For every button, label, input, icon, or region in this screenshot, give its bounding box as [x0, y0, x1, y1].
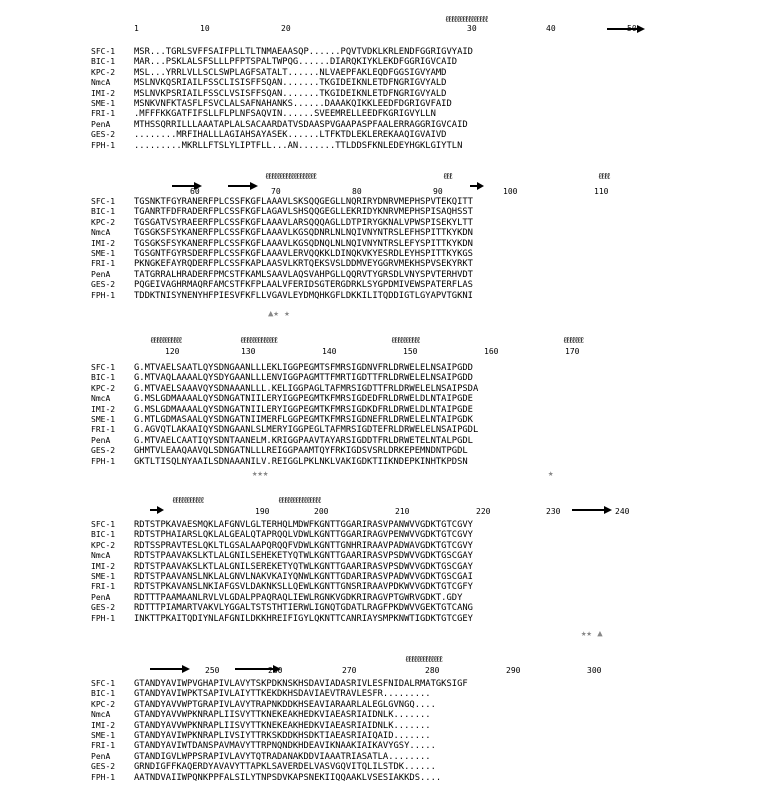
sequence-label: BIC-1 [91, 207, 116, 217]
sequence-residues: RDTSTPKAVAESMQKLAFGNVLGLTERHQLMDWFKGNTTGGARIRASVPANWVVGDKTGTCGVY [134, 520, 473, 530]
sequence-label: GES-2 [91, 130, 116, 140]
position-number: 200 [314, 507, 329, 516]
sequence-label: FRI-1 [91, 109, 116, 119]
sequence-label: KPC-2 [91, 699, 116, 709]
sequence-residues: TGSGNTFGYRSDERFPLCSSFKGFLAAAVLERVQQKKLDINQKVKYESRDLEYHSPITTKYKGS [134, 249, 473, 259]
sequence-residues: GTANDYAVIWPKNRAPLIVSIYTTRKSKDDKHSDKTIAEASRIAIQAID....... [134, 731, 431, 741]
alpha-helix: ℓℓℓℓℓℓℓℓℓℓℓ [150, 336, 181, 346]
sequence-residues: RDTTTPIAMARTVAKVLYGGALTSTSTHTIERWLIGNQTGDATLRAGFPKDWVVGEKTGTCANG [134, 603, 473, 614]
sequence-label: SME-1 [91, 249, 116, 258]
sequence-residues: MSR...TGRLSVFFSAIFPLLTLTNMAEAASQP......PQVTVDKLKRLENDFGGRIGVYAID [134, 47, 473, 57]
sequence-residues: G.MTLGDMASAALQYSDNGATNIIMERFLGGPEGMTKFMRSIGDNEFRLDRWELELNTAIPGDK [134, 415, 473, 425]
position-number: 240 [615, 507, 630, 516]
sequence-residues: RDTTTPAAMAANLRVLVLGDALPPAQRAQLIEWLRGNKVGDKRIRAGVPTGWRVGDKT.GDY [134, 592, 463, 603]
sequence-residues: TGSGKSFSYKANERFPLCSSFKGFLAAAVLKGSQDNQLNLNQIVNYNTRSLEFYSPITTKYKDN [134, 238, 473, 249]
sequence-label: KPC-2 [91, 67, 116, 77]
conserved-marks: ▲★ ★ [268, 309, 290, 319]
conserved-marks: ★★ ▲ [581, 629, 603, 639]
position-number: 1 [134, 24, 139, 33]
alpha-helix: ℓℓℓℓℓℓℓℓℓℓℓℓℓ [405, 655, 442, 665]
alpha-helix: ℓℓℓℓℓℓℓ [563, 336, 583, 346]
position-number: 50 [627, 24, 637, 33]
sequence-label: GES-2 [91, 762, 116, 772]
sequence-label: IMI-2 [91, 88, 116, 98]
beta-strand-arrow [572, 499, 612, 511]
alignment-block-4 [0, 497, 765, 637]
sequence-residues: GTANDYAVIWPKTSAPIVLAIYTTKEKDKHSDAVIAEVTRAVLESFR......... [134, 689, 431, 700]
sequence-label: IMI-2 [91, 238, 116, 248]
sequence-label: FRI-1 [91, 259, 116, 269]
alignment-block-3 [0, 337, 765, 477]
sequence-label: FRI-1 [91, 741, 116, 751]
sequence-residues: MSLNVKPSRIAILFSSCLVSISFFSQAN.......TKGIDEIKNLETDFNGRIGVYALD [134, 88, 447, 99]
sequence-residues: G.MTVAELCAATIQYSDNTAANELM.KRIGGPAAVTAYARSIGDDTFRLDRWETELNTALPGDL [134, 435, 473, 446]
beta-strand-arrow [228, 175, 258, 187]
sequence-label: IMI-2 [91, 561, 116, 571]
sequence-label: GES-2 [91, 280, 116, 290]
sequence-residues: G.MSLGDMAAAALQYSDNGATNIILERYIGGPEGMTKFMRSIGDKDFRLDRWELDLNTAIPGDE [134, 404, 473, 415]
beta-strand-arrow [470, 175, 484, 187]
sequence-label: FPH-1 [91, 772, 116, 782]
position-number: 270 [342, 666, 357, 675]
sequence-residues: PKNGKEFAYRQDERFPLCSSFKAPLAASVLKRTQEKSVSLDDMVEYGGRVMEKHSPVSEKYRKT [134, 259, 473, 270]
sequence-residues: G.MTVAELSAATLQYSDNGAANLLLEKLIGGPEGMTSFMRSIGDNVFRLDRWELELNSAIPGDD [134, 363, 473, 373]
alpha-helix: ℓℓℓℓℓℓℓℓℓℓℓℓℓℓℓ [278, 496, 321, 506]
position-number: 20 [281, 24, 291, 33]
sequence-residues: TGSGATVSYRAEERFPLCSSFKGFLAAAVLARSQQQAGLLDTPIRYGKNALVPWSPISEKYLTT [134, 217, 473, 228]
sequence-residues: GTANDYAVIWTDANSPAVMAVYTTRPNQNDKHDEAVIKNAAKIAIKAVYGSY..... [134, 741, 436, 752]
sequence-label: SFC-1 [91, 47, 116, 56]
alpha-helix: ℓℓℓℓℓℓℓℓℓℓℓℓℓℓℓℓℓℓ [265, 172, 316, 182]
sequence-label: FPH-1 [91, 140, 116, 150]
sequence-label: BIC-1 [91, 530, 116, 540]
sequence-label: KPC-2 [91, 540, 116, 550]
sequence-residues: TATGRRALHRADERFPMCSTFKAMLSAAVLAQSVAHPGLLQQRVTYGRSDLVNYSPVTERHVDT [134, 269, 473, 280]
sequence-residues: MTHSSQRRILLLAAATAPLALSACAARDATVSDAASPVGAAPASPFAALERRAGGRIGVCAID [134, 119, 468, 130]
sequence-residues: TDDKTNISYNENYHFPIESVFKFLLVGAVLEYDMQHKGFLDKKILITQDDIGTLGYAPVTGKNI [134, 290, 473, 301]
sequence-label: SFC-1 [91, 679, 116, 688]
position-number: 250 [205, 666, 220, 675]
sequence-residues: TGSGKSFSYKANERFPLCSSFKGFLAAAVLKGSQDNRLNLNQIVNYNTRSLEFHSPITTKYKDN [134, 228, 473, 239]
beta-strand-arrow [150, 658, 190, 670]
sequence-label: IMI-2 [91, 404, 116, 414]
sequence-residues: GRNDIGFFKAQERDYAVAVYTTAPKLSAVERDELVASVGQVITQLILSTDK...... [134, 762, 436, 773]
sequence-residues: RDTSSPRAVTESLQKLTLGSALAAPQRQQFVDWLKGNTTGNHRIRAAVPADWAVGDKTGTCGVY [134, 540, 473, 551]
sequence-residues: PQGEIVAGHRMAQRFAMCSTFKFPLAALVFERIDSGTERGDRKLSYGPDMIVEWSPATERFLAS [134, 280, 473, 291]
position-number: 230 [546, 507, 561, 516]
sequence-label: PenA [91, 751, 111, 761]
sequence-label: SME-1 [91, 731, 116, 740]
sequence-residues: RDTSTPAAVAKSLKTLALGNILSEREKETYQTWLKGNTTGAARIRASVPSDWVVGDKTGSCGAY [134, 561, 473, 572]
position-number: 160 [484, 347, 499, 356]
sequence-residues: .MFFFKKGATFIFSLLFLPLNFSAQVIN......SVEEMRELLEEDFKGRIGVYLLN [134, 109, 436, 120]
alignment-block-1 [0, 15, 765, 160]
sequence-label: SME-1 [91, 415, 116, 424]
position-number: 110 [594, 187, 609, 196]
sequence-label: GES-2 [91, 603, 116, 613]
sequence-label: SME-1 [91, 572, 116, 581]
sequence-residues: GTANDYAVVWPKNRAPLIISVYTTKNEKEAKHEDKVIAEASRIAIDNLK....... [134, 720, 431, 731]
position-number: 40 [546, 24, 556, 33]
position-number: 30 [467, 24, 477, 33]
alpha-helix: ℓℓℓ [443, 172, 452, 182]
sequence-residues: RDTSTPAAVAKSLKTLALGNILSEHEKETYQTWLKGNTTGAARIRASVPSDWVVGDKTGSCGAY [134, 551, 473, 562]
position-number: 120 [165, 347, 180, 356]
sequence-residues: MSNKVNFKTASFLFSVCLALSAFNAHANKS......DAAAKQIKKLEEDFDGRIGVFAID [134, 99, 452, 109]
position-number: 100 [503, 187, 518, 196]
sequence-residues: MSLNVKQSRIAILFSSCLISISFFSQAN.......TKGIDEIKNLETDFNGRIGVYALD [134, 78, 447, 89]
sequence-residues: G.MSLGDMAAAALQYSDNGATNIILERYIGGPEGMTKFMRSIGDEDFRLDRWELDLNTAIPGDE [134, 394, 473, 405]
sequence-label: BIC-1 [91, 57, 116, 67]
sequence-residues: GKTLTISQLNYAAILSDNAAANILV.REIGGLPKLNKLVAKIGDKTIIKNDEPKINHTKPDSN [134, 456, 468, 467]
position-number: 10 [200, 24, 210, 33]
sequence-residues: .........MKRLLFTSLYLIPTFLL...AN.......TTLDDSFKNLEDEYHGKLGIYTLN [134, 140, 463, 151]
sequence-label: SFC-1 [91, 520, 116, 529]
alpha-helix: ℓℓℓℓℓℓℓℓℓℓℓℓℓ [240, 336, 277, 346]
position-number: 140 [322, 347, 337, 356]
sequence-residues: RDTSTPAAVANSLNKLALGNVLNAKVKAIYQNWLKGNTTGDARIRASVPADWVVGDKTGSCGAI [134, 572, 473, 582]
sequence-label: PenA [91, 119, 111, 129]
sequence-label: FPH-1 [91, 613, 116, 623]
alpha-helix: ℓℓℓℓℓℓℓℓℓℓℓ [172, 496, 203, 506]
sequence-residues: RDTSTPHAIARSLQKLALGEALQTAPRQQLVDWLKGNTTGGARIRAGVPENWVVGDKTGTCGVY [134, 530, 473, 541]
sequence-label: KPC-2 [91, 217, 116, 227]
sequence-label: NmcA [91, 78, 111, 88]
sequence-label: PenA [91, 592, 111, 602]
conserved-marks: ★ [548, 469, 554, 479]
position-number: 300 [587, 666, 602, 675]
beta-strand-arrow [607, 18, 645, 30]
sequence-label: FPH-1 [91, 290, 116, 300]
sequence-label: GES-2 [91, 446, 116, 456]
sequence-residues: GHMTVLEAAQAAVQLSDNGATNLLLREIGGPAAMTQYFRKIGDSVSRLDRKEPEMNDNTPGDL [134, 446, 468, 457]
sequence-residues: MAR...PSKLALSFSLLLPFPTSPALTWPQG......DIARQKIYKLEKDFGGRIGVCAID [134, 57, 458, 68]
position-number: 170 [565, 347, 580, 356]
sequence-residues: GTANDYAVIWPVGHAPIVLAVYTSKPDKNSKHSDAVIADASRIVLESFNIDALRMATGKSIGF [134, 679, 468, 689]
sequence-label: SFC-1 [91, 363, 116, 372]
beta-strand-arrow [150, 499, 164, 511]
alpha-helix: ℓℓℓℓ [598, 172, 610, 182]
position-number: 130 [241, 347, 256, 356]
beta-strand-arrow [172, 175, 202, 187]
position-number: 150 [403, 347, 418, 356]
alignment-block-2 [0, 172, 765, 319]
sequence-residues: RDTSTPKAVANSLNKIAFGSVLDAKNKSLLQEWLKGNTTGNSRIRAAVPDKWVVGDKTGTCGFY [134, 582, 473, 593]
alpha-helix: ℓℓℓℓℓℓℓℓℓℓℓℓℓℓℓ [445, 15, 488, 25]
sequence-residues: GTANDYAVVWPKNRAPLIISVYTTKNEKEAKHEDKVIAEASRIAIDNLK....... [134, 710, 431, 721]
sequence-label: KPC-2 [91, 383, 116, 393]
sequence-residues: TGSNKTFGYRANERFPLCSSFKGFLAAAVLSKSQQGEGLLNQRIRYDNRVMEPHSPVTEKQITT [134, 197, 473, 207]
sequence-label: SME-1 [91, 99, 116, 108]
sequence-label: NmcA [91, 551, 111, 561]
sequence-label: FRI-1 [91, 425, 116, 435]
conserved-marks: ★★★ [252, 469, 269, 479]
position-number: 260 [268, 666, 283, 675]
sequence-label: NmcA [91, 228, 111, 238]
sequence-label: NmcA [91, 394, 111, 404]
sequence-residues: G.AGVQTLAKAAIQYSDNGAANLSLMERYIGGPEGLTAFMRSIGDTEFRLDRWELELNSAIPGDL [134, 425, 479, 436]
alignment-block-5 [0, 656, 765, 796]
position-number: 60 [190, 187, 200, 196]
sequence-residues: GTANDYAVVWPTGRAPIVLAVYTRAPNKDDKHSEAVIARAARLALEGLGVNGQ.... [134, 699, 436, 710]
sequence-residues: G.MTVAELSAAAVQYSDNAAANLLL.KELIGGPAGLTAFMRSIGDTTFRLDRWELELNSAIPSDA [134, 383, 479, 394]
sequence-label: PenA [91, 269, 111, 279]
sequence-residues: TGANRTFDFRADERFPLCSSFKGFLAGAVLSHSQQGEGLLEKRIDYKNRVMEPHSPISAQHSST [134, 207, 473, 218]
sequence-residues: MSL...YRRLVLLSCLSWPLAGFSATALT......NLVAEPFAKLEQDFGGSIGVYAMD [134, 67, 447, 78]
sequence-label: FRI-1 [91, 582, 116, 592]
sequence-label: BIC-1 [91, 373, 116, 383]
sequence-label: BIC-1 [91, 689, 116, 699]
position-number: 80 [352, 187, 362, 196]
position-number: 90 [433, 187, 443, 196]
sequence-residues: GTANDIGVLWPPSRAPIVLAVYTQTRADANAKDDVIAAATRIASATLA........ [134, 751, 431, 762]
position-number: 70 [271, 187, 281, 196]
sequence-label: NmcA [91, 710, 111, 720]
position-number: 210 [395, 507, 410, 516]
alpha-helix: ℓℓℓℓℓℓℓℓℓℓ [391, 336, 420, 346]
sequence-residues: G.MTVAQLAAAALQYSDYGAANLLLENVIGGPAGMTTFMRTIGDTTFRLDRWELELNSAIPGDD [134, 373, 473, 384]
position-number: 280 [425, 666, 440, 675]
sequence-label: IMI-2 [91, 720, 116, 730]
sequence-residues: AATNDVAIIWPQNKPPFALSILYTNPSDVKAPSNEKIIQQAAKLVSESIAKKDS.... [134, 772, 442, 783]
position-number: 220 [476, 507, 491, 516]
sequence-label: SFC-1 [91, 197, 116, 206]
sequence-residues: ........MRFIHALLLAGIAHSAYASEK......LTFKTDLEKLEREKAAQIGVAIVD [134, 130, 447, 141]
position-number: 190 [255, 507, 270, 516]
sequence-residues: INKTTPKAITQDIYNLAFGNILDKKHREIFIGYLQKNTTCANRIAYSMPKNWTIGDKTGTCGEY [134, 613, 473, 624]
sequence-label: FPH-1 [91, 456, 116, 466]
sequence-label: PenA [91, 435, 111, 445]
position-number: 290 [506, 666, 521, 675]
